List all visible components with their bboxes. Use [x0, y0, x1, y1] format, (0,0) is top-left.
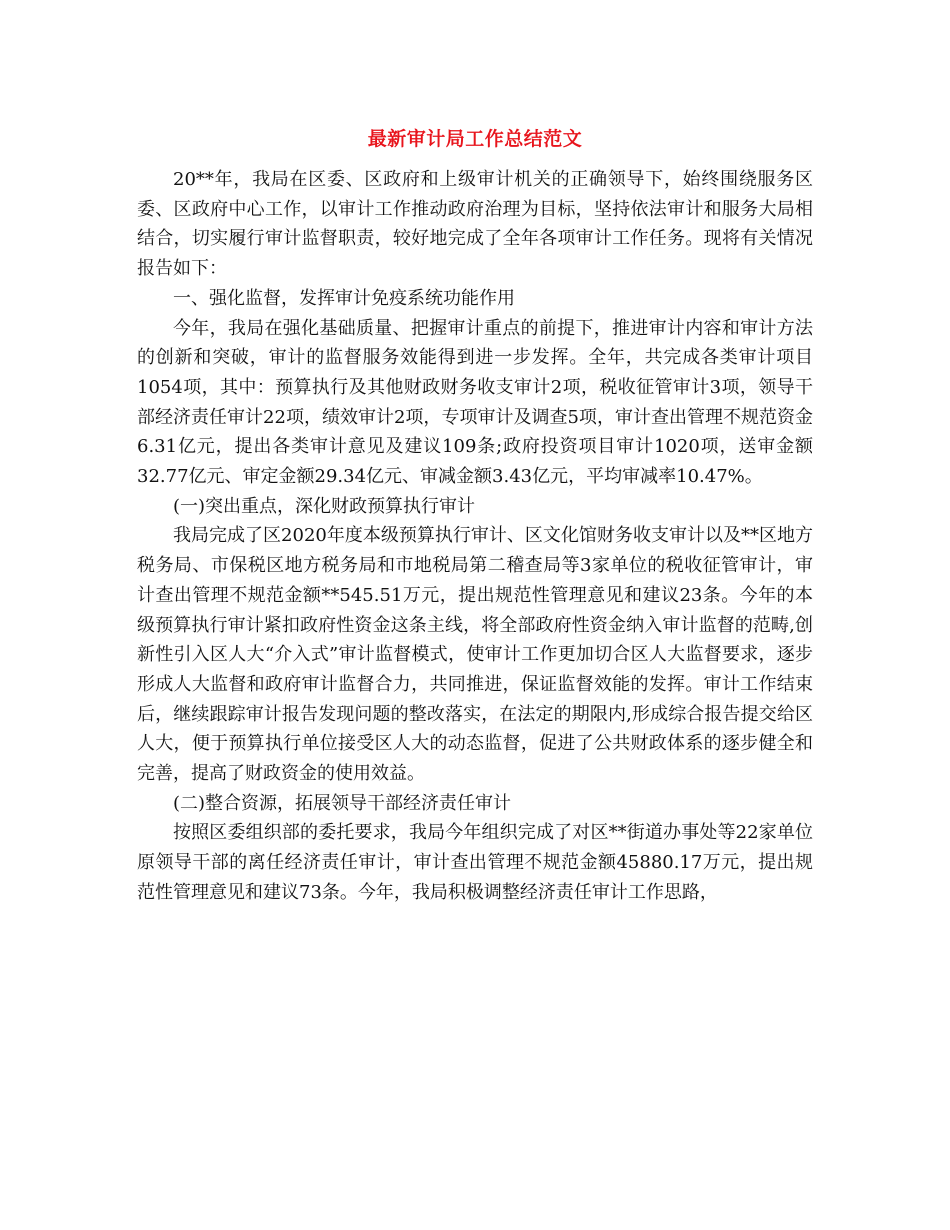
heading-subsection-2: (二)整合资源，拓展领导干部经济责任审计 [173, 792, 512, 814]
paragraph-budget-audit: 我局完成了区2020年度本级预算执行审计、区文化馆财务收支审计以及**区地方税务局、市保税区地方税务局和市地税局第二稽查局等3家单位的税收征管审计，审计查出管理不规范金额**545.51万元，提出规范性管理意见和建议23条。今年的本级预算执行审计紧扣政府性资金这条主线，将全部政府性资金纳入审计监督的范畴,创新性引入区人大“介入式”审计监督模式，使审计工作更加切合区人大监督要求，逐步形成人大监督和政府审计监督合力，共同推进，保证监督效能的发挥。审计工作结束后，继续跟踪审计报告发现问题的整改落实，在法定的期限内,形成综合报告提交给区人大，便于预算执行单位接受区人大的动态监督，促进了公共财政体系的逐步健全和完善，提高了财政资金的使用效益。 [137, 525, 813, 785]
document-title: 最新审计局工作总结范文 [367, 128, 583, 150]
paragraph-intro: 20**年，我局在区委、区政府和上级审计机关的正确领导下，始终围绕服务区委、区政府中心工作，以审计工作推动政府治理为目标，坚持依法审计和服务大局相结合，切实履行审计监督职责，较好地完成了全年各项审计工作任务。现将有关情况报告如下： [137, 169, 813, 280]
paragraph-overview: 今年，我局在强化基础质量、把握审计重点的前提下，推进审计内容和审计方法的创新和突破，审计的监督服务效能得到进一步发挥。全年，共完成各类审计项目1054项，其中：预算执行及其他财政财务收支审计2项，税收征管审计3项，领导干部经济责任审计22项，绩效审计2项，专项审计及调查5项，审计查出管理不规范资金6.31亿元，提出各类审计意见及建议109条;政府投资项目审计1020项，送审金额32.77亿元、审定金额29.34亿元、审减金额3.43亿元，平均审减率10.47%。 [137, 317, 813, 488]
document-body [137, 165, 813, 908]
paragraph-leadership-audit: 按照区委组织部的委托要求，我局今年组织完成了对区**街道办事处等22家单位原领导干部的离任经济责任审计，审计查出管理不规范金额45880.17万元，提出规范性管理意见和建议73条。今年，我局积极调整经济责任审计工作思路， [137, 822, 813, 903]
heading-section-1: 一、强化监督，发挥审计免疫系统功能作用 [173, 287, 515, 309]
heading-subsection-1: (一)突出重点，深化财政预算执行审计 [173, 495, 476, 517]
